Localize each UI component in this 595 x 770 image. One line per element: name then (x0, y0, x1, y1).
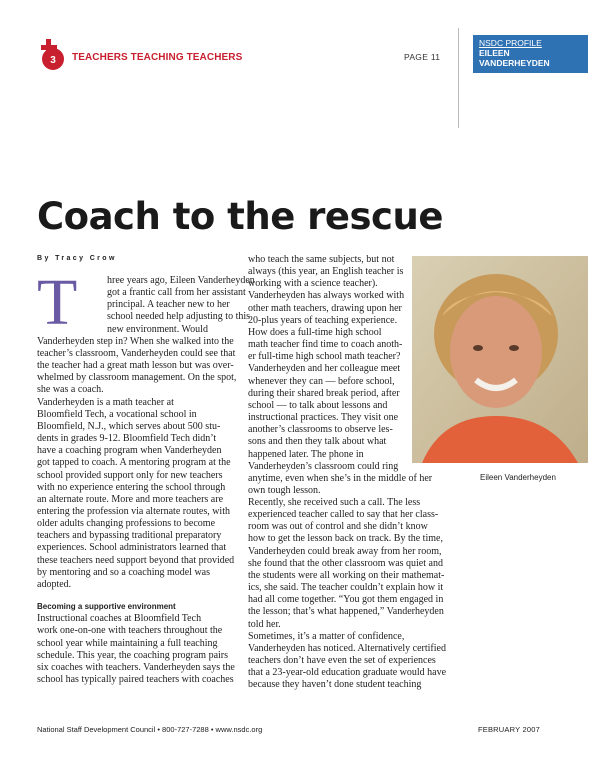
text-line: had all come together. “You got them engaged in (248, 594, 444, 606)
text-line: Recently, she received such a call. The less (248, 497, 421, 508)
text-line: er full-time high school math teacher? (248, 351, 401, 363)
column-2b-paragraphs (248, 497, 448, 692)
column-1b-paragraphs (37, 613, 233, 686)
article-headline: Coach to the rescue (37, 195, 443, 238)
text-line: because they haven’t done student teaching (248, 679, 422, 691)
text-line: Vanderheyden is a math teacher at (37, 396, 174, 408)
text-line: math teacher find time to coach anoth- (248, 339, 403, 351)
text-line: got a frantic call from her assistant (107, 287, 246, 299)
text-line: How does a full-time high school (248, 326, 382, 338)
text-line: whelmed by classroom management. On the spot, (37, 372, 237, 384)
text-line: these teachers need support beyond that provided (37, 554, 235, 566)
photo-caption: Eileen Vanderheyden (480, 473, 556, 482)
text-line: new environment. Would (107, 323, 208, 335)
text-line: Sometimes, it’s a matter of confidence, (248, 630, 405, 642)
text-line: Vanderheyden has noticed. Alternatively certified (248, 642, 446, 654)
text-line: experiences. School administrators learned that (37, 542, 227, 554)
text-line: dents in grades 9-12. Bloomfield Tech didn’t (37, 433, 217, 445)
text-line: older adults changing professions to become (37, 518, 216, 530)
divider (458, 28, 459, 128)
article-column-2-continued (248, 497, 448, 692)
text-line: Bloomfield Tech, a vocational school in (37, 408, 197, 420)
text-line: another’s classrooms to observe les- (248, 424, 393, 436)
text-line: Instructional coaches at Bloomfield Tech (37, 613, 202, 625)
text-line: experienced teacher called to say that her class- (248, 509, 439, 521)
logo-number: 3 (50, 55, 56, 66)
text-line: six coaches with teachers. Vanderheyden says the (37, 661, 235, 673)
text-line: school year while maintaining a full teaching (37, 637, 218, 649)
portrait-illustration (412, 256, 588, 463)
footer-contact: National Staff Development Council • 800-727-7288 • www.nsdc.org (37, 725, 263, 734)
page-number: PAGE 11 (404, 52, 441, 62)
text-line: Vanderheyden could break away from her room, (248, 545, 442, 557)
profile-name-first: EILEEN (479, 48, 510, 58)
text-line: an alternate route. More and more teachers are (37, 493, 224, 505)
text-line: instructional practices. They visit one (248, 412, 399, 424)
text-line: how to get the lesson back on track. By the time, (248, 533, 443, 545)
text-line: work one-on-one with teachers throughout the (37, 625, 223, 637)
text-line: by mentoring and so a coaching model was (37, 566, 211, 578)
text-line: working with a science teacher). (248, 278, 378, 290)
text-line: anytime, even when she’s in the middle of her (248, 472, 433, 484)
column-1-paragraphs (37, 275, 255, 591)
footer-date: FEBRUARY 2007 (478, 725, 540, 734)
text-line: school provided support only for new teachers (37, 469, 223, 481)
article-column-2 (248, 254, 433, 497)
text-line: told her. (248, 618, 281, 630)
text-line: happened later. The phone in (248, 448, 364, 460)
text-line: school — to talk about lessons and (248, 399, 388, 411)
text-line: teachers and bypassing traditional preparatory (37, 530, 222, 542)
text-line: school has typically paired teachers with coaches (37, 674, 234, 685)
text-line: during their shared break period, after (248, 387, 400, 399)
text-line: teacher’s classroom, Vanderheyden could see that (37, 347, 236, 359)
column-2-paragraphs (248, 254, 433, 497)
text-line: school needed help adjusting to this (107, 311, 251, 323)
text-line: principal. A teacher new to her (107, 299, 230, 311)
text-line: hree years ago, Eileen Vanderheyden (107, 275, 255, 286)
text-line: ics, she said. The teacher couldn’t explain how it (248, 582, 444, 594)
article-byline: By Tracy Crow (37, 255, 117, 262)
text-line: got tapped to coach. A mentoring program at the (37, 457, 231, 469)
text-line: schedule. This year, the coaching program pairs (37, 649, 229, 661)
profile-label[interactable]: NSDC PROFILE (479, 38, 542, 48)
text-line: who teach the same subjects, but not (248, 254, 395, 265)
text-line: Vanderheyden has always worked with (248, 290, 405, 302)
text-line: own tough lesson. (248, 484, 321, 496)
text-line: the students were all working on their mathemat- (248, 569, 445, 581)
article-column-1 (37, 275, 255, 686)
text-line: adopted. (37, 578, 72, 590)
text-line: the teacher had a great math lesson but was over- (37, 360, 234, 372)
portrait-photo (412, 256, 588, 463)
text-line: sons and then they talk about what (248, 436, 387, 448)
text-line: room was out of control and she didn’t know (248, 521, 428, 533)
text-line: that a 23-year-old education graduate would have (248, 667, 447, 679)
text-line: the lesson; that’s what happened,” Vanderheyden (248, 606, 444, 618)
text-line: Vanderheyden’s classroom could ring (248, 460, 399, 472)
text-line: whenever they can — before school, (248, 375, 395, 387)
text-line: always (this year, an English teacher is (248, 266, 404, 278)
text-line: she was a coach. (37, 384, 104, 396)
text-line: teachers don’t have even the set of experiences (248, 655, 436, 667)
text-line: Vanderheyden step in? When she walked into the (37, 335, 234, 347)
profile-name-last: VANDERHEYDEN (479, 58, 550, 68)
text-line: with no experience entering the school through (37, 481, 226, 493)
text-line: Vanderheyden and her colleague meet (248, 363, 401, 375)
text-line: have a coaching program when Vanderheyden (37, 445, 222, 457)
text-line: entering the profession via alternate routes, with (37, 505, 230, 517)
nsdc-profile-box (473, 35, 588, 73)
text-line: she found that the other classroom was quiet and (248, 557, 443, 569)
drop-cap: T (37, 266, 78, 339)
teachers-teaching-teachers-logo (36, 37, 66, 71)
text-line: 20-plus years of teaching experience. (248, 314, 398, 326)
text-line: other math teachers, drawing upon her (248, 302, 402, 314)
series-title: TEACHERS TEACHING TEACHERS (72, 52, 243, 63)
text-line: Bloomfield, N.J., which serves about 500 stu- (37, 420, 221, 432)
article-subhead: Becoming a supportive environment (37, 602, 176, 612)
